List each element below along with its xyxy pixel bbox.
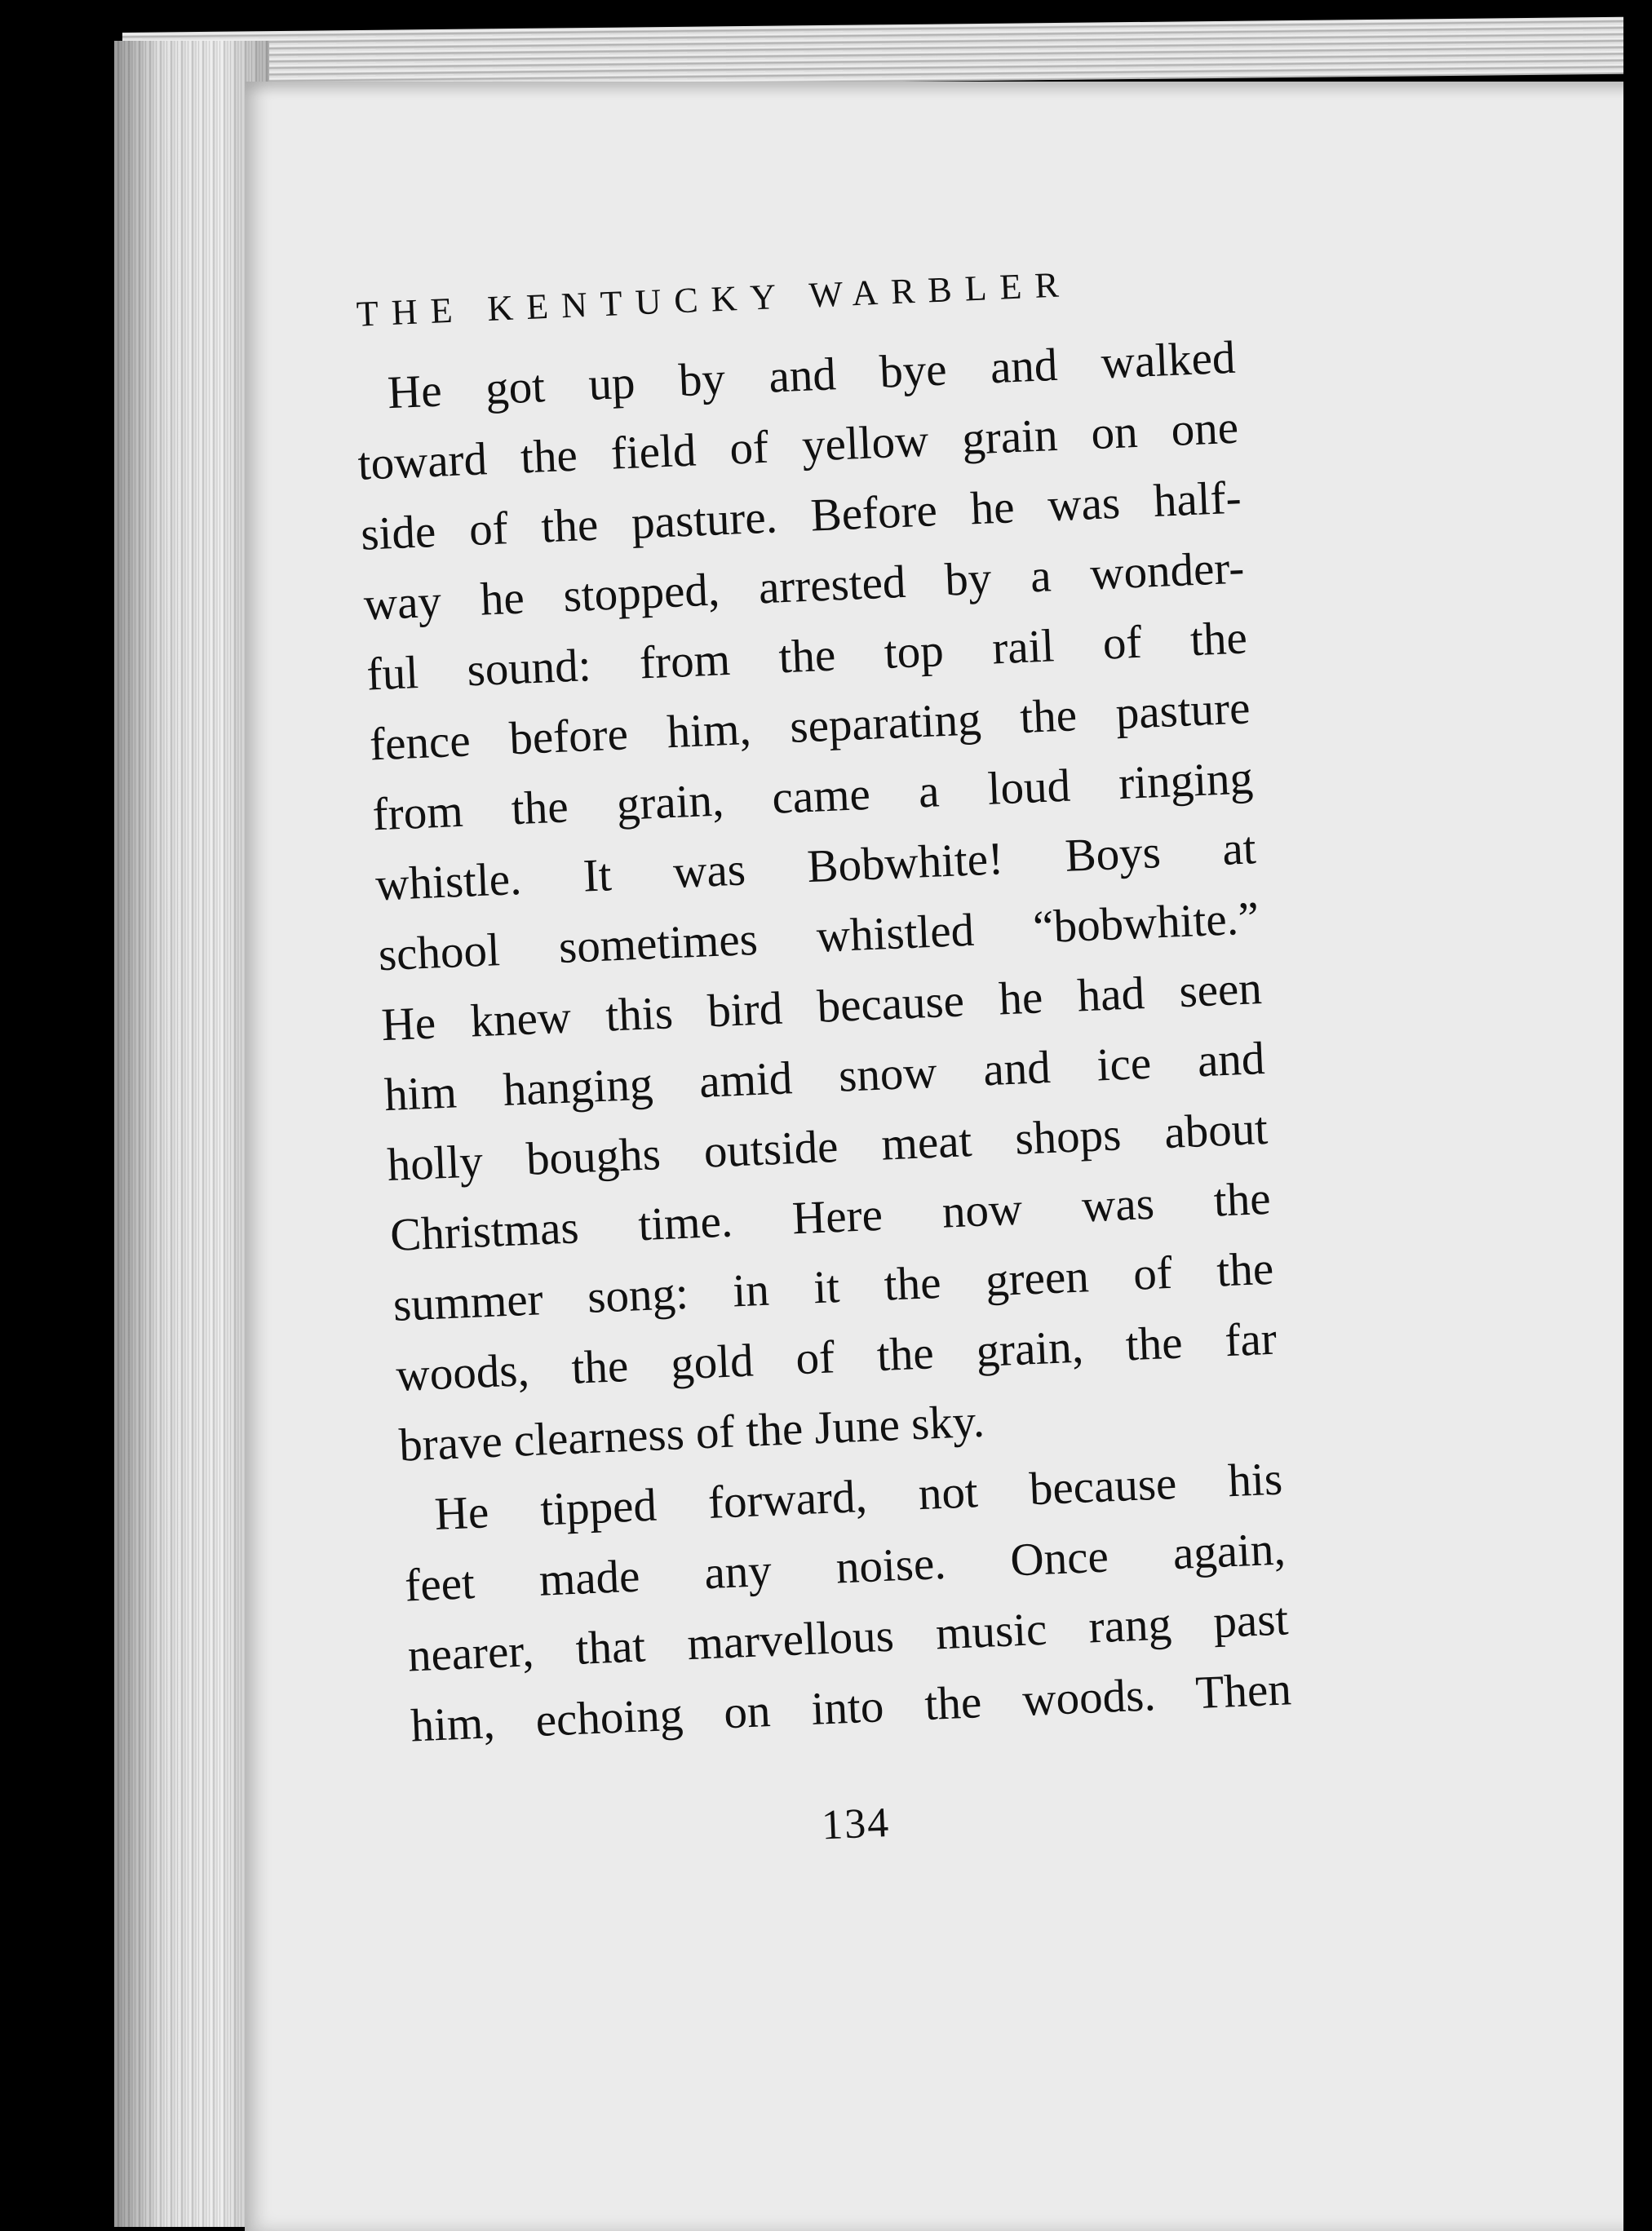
text-line: ful sound: from the top rail of the [365,612,1248,701]
right-dark-margin [1623,0,1652,2231]
text-line: nearer, that marvellous music rang past [406,1593,1290,1682]
text-line: him hanging amid snow and ice and [383,1032,1266,1122]
text-line: school sometimes whistled “bobwhite.” [377,892,1260,981]
text-line: fence before him, separating the pasture [368,682,1251,771]
text-line: Christmas time. Here now was the [389,1172,1272,1261]
text-line: from the grain, came a loud ringing [371,752,1255,841]
text-line: toward the field of yellow grain on one [357,401,1240,490]
text-line: side of the pasture. Before he was half- [360,471,1242,560]
text-line: way he stopped, arrested by a wonder- [362,542,1246,631]
running-head: THE KENTUCKY WARBLER [356,264,1073,334]
text-line: whistle. It was Bobwhite! Boys at [374,822,1257,911]
text-line: He knew this bird because he had seen [380,963,1263,1051]
book-top-page-edges [122,16,1652,90]
text-line: He tipped forward, not because his [433,1453,1284,1540]
text-line: him, echoing on into the woods. Then [410,1663,1292,1752]
text-line: feet made any noise. Once again, [404,1523,1287,1612]
paragraph-2 [401,1444,1292,1761]
text-line: summer song: in it the green of the [392,1242,1275,1331]
text-line: holly boughs outside meat shops about [386,1102,1269,1192]
text-line: He got up by and bye and walked [386,331,1237,419]
page-text-block [351,257,1297,1867]
page-number: 134 [820,1799,892,1849]
paragraph-1 [353,323,1281,1481]
text-line: woods, the gold of the grain, the far [395,1312,1278,1401]
text-line: brave clearness of the June sky. [397,1395,985,1472]
